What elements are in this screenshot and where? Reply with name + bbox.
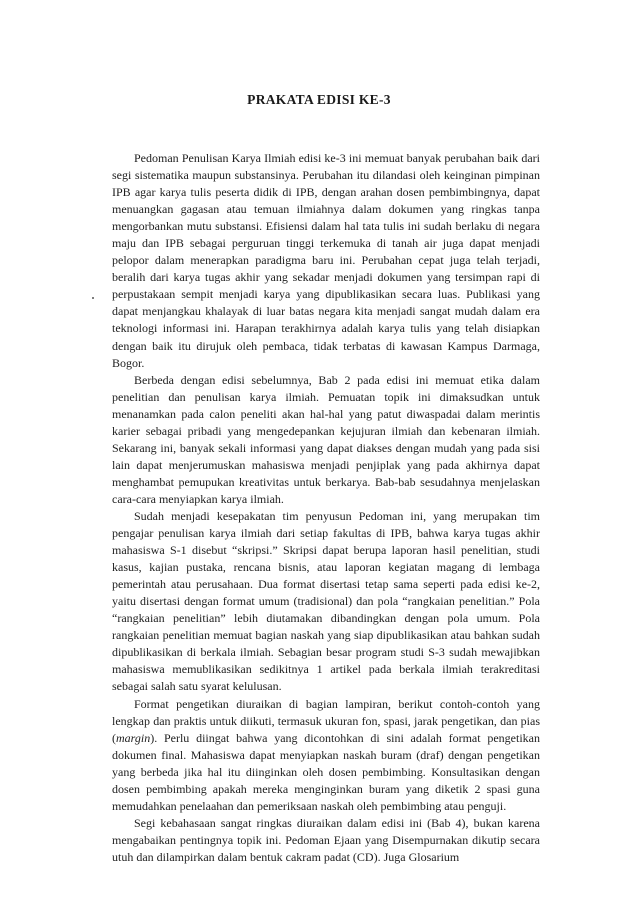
paragraph-5	[112, 815, 540, 866]
paragraph-4-text-after: ). Perlu diingat bahwa yang dicontohkan di sini adalah format pengetikan dokumen final. Mahasiswa dapat menyiapkan naskah buram (draf) dengan pengetikan yang berbeda jika hal itu diinginkan oleh dosen pembimbing. Konsultasikan dengan dosen pembimbing apakah mereka menginginkan buram yang diketik 2 spasi guna memudahkan penelaahan dan pemeriksaan naskah oleh pembimbing atau penguji.	[112, 730, 540, 813]
paragraph-1-text: Pedoman Penulisan Karya Ilmiah edisi ke-3 ini memuat banyak perubahan baik dari segi sistematika maupun substansinya. Perubahan itu dilandasi oleh keinginan pimpinan IPB agar karya tulis peserta didik di IPB, dengan arahan dosen pembimbingnya, dapat menuangkan gagasan atau temuan ilmiahnya dalam dokumen yang ringkas tanpa mengorbankan mutu substansi. Efisiensi dalam hal tata tulis ini sudah berlaku di negara maju dan IPB sebagai perguruan tinggi terkemuka di tanah air juga dapat menjadi pelopor dalam menerapkan paradigma baru ini. Perubahan cepat juga telah terjadi, beralih dari karya tugas akhir yang sekadar menjadi dokumen yang tersimpan rapi di perpustakaan sempit menjadi karya yang dipublikasikan secara luas. Publikasi yang dapat menjangkau khalayak di luar batas negara kita menjadi sangat mudah dalam era teknologi informasi ini. Harapan terakhirnya adalah karya tulis yang telah disiapkan dengan baik itu dirujuk oleh pembaca, tidak terbatas di kawasan Kampus Darmaga, Bogor.	[112, 151, 540, 370]
paragraph-4-italic-term: margin	[116, 730, 151, 745]
paragraph-5-text: Segi kebahasaan sangat ringkas diuraikan dalam edisi ini (Bab 4), bukan karena mengabaikan pentingnya topik ini. Pedoman Ejaan yang Disempurnakan dikutip secara utuh dan dilampirkan dalam bentuk cakram padat (CD). Juga Glosarium	[112, 815, 540, 864]
paragraph-4-text-before: Format pengetikan diuraikan di bagian lampiran, berikut contoh-contoh yang lengkap dan praktis untuk diikuti, termasuk ukuran fon, spasi, jarak pengetikan, dan pias (	[112, 696, 540, 745]
paragraph-3-text: Sudah menjadi kesepakatan tim penyusun Pedoman ini, yang merupakan tim pengajar penulisan karya ilmiah dari setiap fakultas di IPB, bahwa karya tugas akhir mahasiswa S-1 disebut “skripsi.” Skripsi dapat berupa laporan hasil penelitian, studi kasus, kajian pustaka, rencana bisnis, atau laporan kegiatan magang di lembaga pemerintah atau perusahaan. Dua format disertasi tetap sama seperti pada edisi ke-2, yaitu disertasi dengan format umum (tradisional) dan pola “rangkaian penelitian.” Pola “rangkaian penelitian” lebih diutamakan dibandingkan dengan pola umum. Pola rangkaian penelitian memuat bagian naskah yang siap dipublikasikan atau bahkan sudah dipublikasikan di berkala ilmiah. Sebagian besar program studi S-3 sudah mewajibkan mahasiswa memublikasikan sedikitnya 1 artikel pada berkala ilmiah terakreditasi sebagai salah satu syarat kelulusan.	[112, 508, 540, 694]
body-text	[112, 150, 540, 866]
scan-speck	[92, 297, 94, 299]
paragraph-4	[112, 696, 540, 815]
paragraph-1	[112, 150, 540, 372]
page-title: PRAKATA EDISI KE-3	[247, 92, 391, 107]
paragraph-2-text: Berbeda dengan edisi sebelumnya, Bab 2 pada edisi ini memuat etika dalam penelitian dan penulisan karya ilmiah. Pemuatan topik ini dimaksudkan untuk menanamkan pada calon peneliti akan hal-hal yang patut diwaspadai dalam merintis karier sebagai pribadi yang mengedepankan kejujuran ilmiah dan kebenaran ilmiah. Sekarang ini, banyak sekali informasi yang dapat diakses dengan mudah yang pada sisi lain dapat menjerumuskan mahasiswa menjadi penjiplak yang pada akhirnya dapat menghambat pemupukan kreativitas untuk berkarya. Bab-bab sesudahnya menjelaskan cara-cara menyiapkan karya ilmiah.	[112, 372, 540, 506]
paragraph-3	[112, 508, 540, 696]
paragraph-2	[112, 372, 540, 508]
